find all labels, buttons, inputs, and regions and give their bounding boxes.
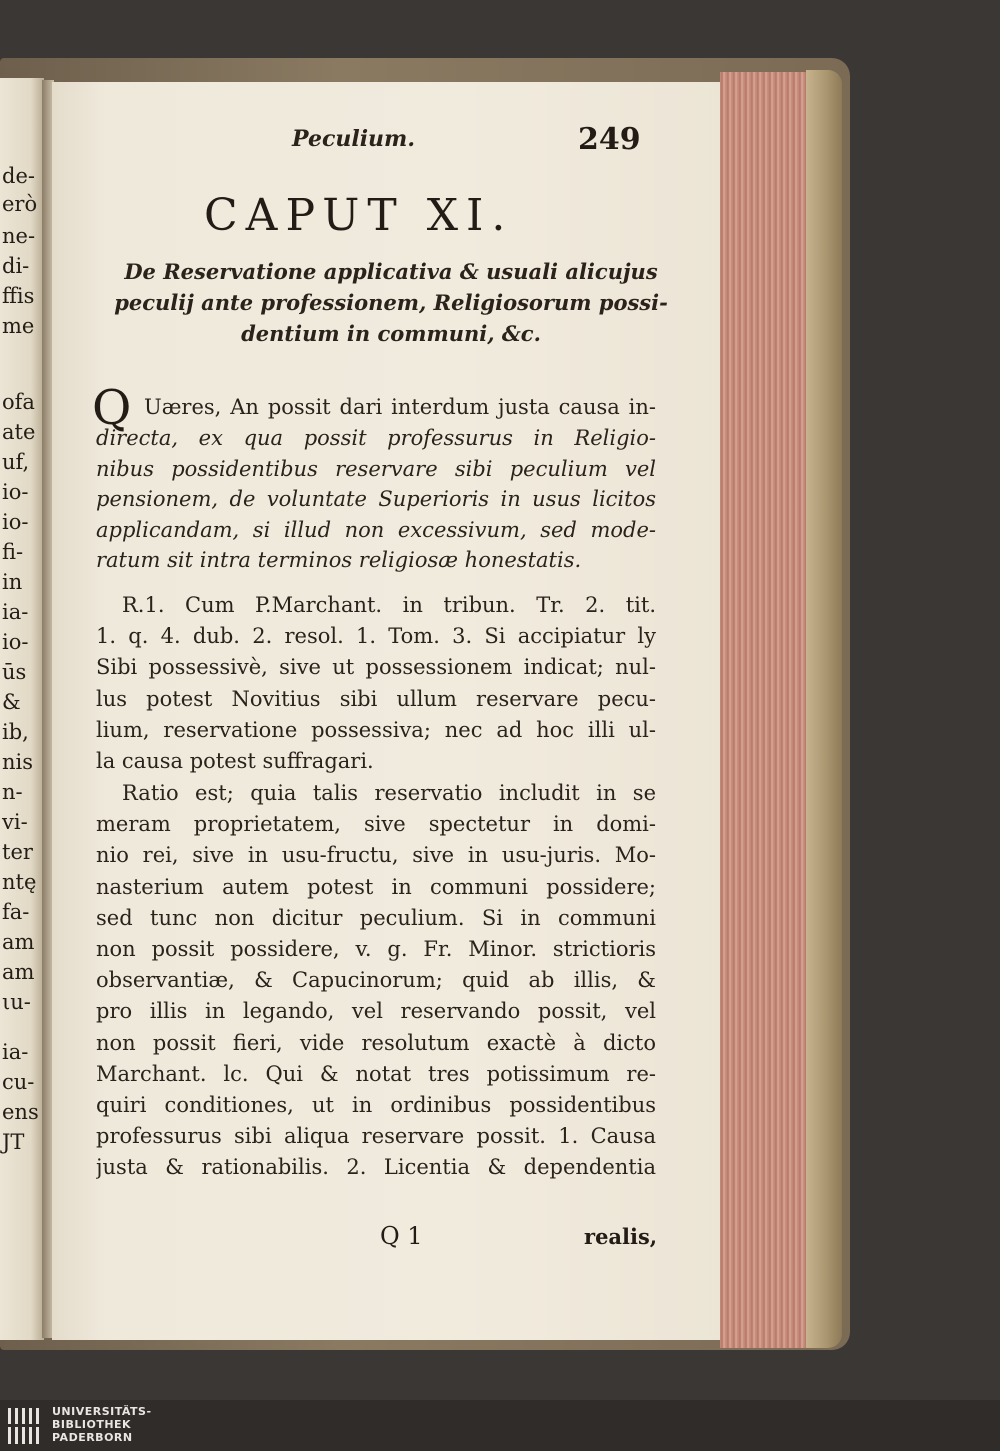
left-page-fragment: me bbox=[2, 314, 35, 338]
left-page-fragment: di- bbox=[2, 254, 30, 278]
left-page-fragment: in bbox=[2, 570, 23, 594]
question-text bbox=[96, 423, 656, 576]
left-page-fragment: vi- bbox=[2, 810, 28, 834]
left-page-fragment: ate bbox=[2, 420, 36, 444]
running-header bbox=[0, 122, 1000, 166]
ratio-paragraph bbox=[96, 778, 656, 1184]
text-line: la causa potest suffragari. bbox=[96, 749, 374, 774]
text-line: justa & rationabilis. 2. Licentia & dependentia bbox=[96, 1155, 656, 1180]
library-logo-icon bbox=[6, 1404, 44, 1448]
left-page-fragment: am bbox=[2, 930, 35, 954]
left-page-fragment: ffis bbox=[2, 284, 35, 308]
text-line: quiri conditiones, ut in ordinibus possidentibus bbox=[96, 1093, 656, 1118]
text-line: lium, reservatione possessiva; nec ad hoc illi ul- bbox=[96, 717, 656, 742]
left-page-fragment: erò bbox=[2, 192, 38, 216]
text-line: sed tunc non dicitur peculium. Si in communi bbox=[96, 905, 656, 930]
question-first-line: Uæres, An possit dari interdum justa causa in- bbox=[144, 395, 656, 419]
left-page-fragment: uf, bbox=[2, 450, 30, 474]
left-page-fragment: nis bbox=[2, 750, 34, 774]
text-line: lus potest Novitius sibi ullum reservare pecu- bbox=[96, 686, 656, 711]
left-page-fragment: ofa bbox=[2, 390, 35, 414]
library-name-line: BIBLIOTHEK bbox=[52, 1418, 132, 1431]
page-edges bbox=[720, 72, 814, 1348]
question-line: pensionem, de voluntate Superioris in usus licitos bbox=[96, 487, 656, 511]
text-line: professurus sibi aliqua reservare possit. 1. Causa bbox=[96, 1124, 656, 1149]
library-name-line: UNIVERSITÄTS- bbox=[52, 1405, 152, 1418]
text-line: nasterium autem potest in communi possidere; bbox=[96, 874, 656, 899]
text-line: R.1. Cum P.Marchant. in tribun. Tr. 2. tit. bbox=[122, 593, 656, 617]
text-line: meram proprietatem, sive spectetur in domi- bbox=[96, 812, 656, 837]
library-name-line: PADERBORN bbox=[52, 1431, 133, 1444]
question-line: ratum sit intra terminos religiosæ honestatis. bbox=[96, 548, 582, 572]
left-page-fragment: cu- bbox=[2, 1070, 35, 1094]
response-paragraph bbox=[96, 590, 656, 777]
left-page-fragment: fa- bbox=[2, 900, 30, 924]
text-line: pro illis in legando, vel reservando possit, vel bbox=[96, 999, 656, 1024]
library-footer-bar bbox=[0, 1400, 1000, 1451]
page-footer bbox=[0, 1222, 1000, 1262]
text-line: observantiæ, & Capucinorum; quid ab illis, & bbox=[96, 968, 656, 993]
library-name bbox=[52, 1405, 152, 1444]
text-line: Ratio est; quia talis reservatio includit in se bbox=[122, 781, 656, 805]
left-page-fragment: ntę bbox=[2, 870, 37, 894]
left-page-fragment: ia- bbox=[2, 1040, 29, 1064]
question-line: nibus possidentibus reservare sibi peculium vel bbox=[96, 456, 656, 481]
chapter-heading: CAPUT XI. bbox=[204, 190, 514, 241]
left-page-fragment: fi- bbox=[2, 540, 24, 564]
left-page-fragment: io- bbox=[2, 480, 29, 504]
left-page-fragment: de- bbox=[2, 164, 35, 188]
left-page-fragment: ne- bbox=[2, 224, 36, 248]
text-line: 1. q. 4. dub. 2. resol. 1. Tom. 3. Si accipiatur ly bbox=[96, 624, 656, 649]
left-page-edge bbox=[0, 78, 44, 1340]
left-page-fragment: io- bbox=[2, 510, 29, 534]
left-page-fragment: io- bbox=[2, 630, 29, 654]
running-title: Peculium. bbox=[292, 126, 415, 152]
catchword: realis, bbox=[584, 1224, 658, 1249]
chapter-subtitle bbox=[96, 256, 686, 349]
back-cover-edge bbox=[806, 70, 842, 1348]
subtitle-line: dentium in communi, &c. bbox=[241, 321, 541, 346]
text-line: nio rei, sive in usu-fructu, sive in usu-juris. Mo- bbox=[96, 843, 656, 868]
left-page-fragment: n- bbox=[2, 780, 23, 804]
left-page-fragment: ūs bbox=[2, 660, 27, 684]
left-page-fragment: ter bbox=[2, 840, 33, 864]
question-line: directa, ex qua possit professurus in Religio- bbox=[96, 426, 656, 450]
text-line: non possit possidere, v. g. Fr. Minor. strictioris bbox=[96, 937, 656, 962]
text-line: Marchant. lc. Qui & notat tres potissimum re- bbox=[96, 1061, 656, 1086]
left-page-fragment: JT bbox=[2, 1130, 25, 1154]
page-number: 249 bbox=[578, 122, 641, 157]
signature-mark: Q 1 bbox=[380, 1222, 423, 1250]
text-line: non possit fieri, vide resolutum exactè à dicto bbox=[96, 1030, 656, 1055]
question-line: applicandam, si illud non excessivum, sed mode- bbox=[96, 517, 656, 542]
subtitle-line: peculij ante professionem, Religiosorum possi- bbox=[114, 290, 668, 315]
left-page-fragment: ens bbox=[2, 1100, 39, 1124]
left-page-fragment: ib, bbox=[2, 720, 29, 744]
drop-cap: Q bbox=[92, 380, 132, 436]
left-page-fragment: am bbox=[2, 960, 35, 984]
left-page-fragment: ia- bbox=[2, 600, 29, 624]
left-page-fragment: ιu- bbox=[2, 990, 31, 1014]
left-page-fragment: & bbox=[2, 690, 21, 714]
text-line: Sibi possessivè, sive ut possessionem indicat; nul- bbox=[96, 655, 656, 680]
subtitle-line: De Reservatione applicativa & usuali alicujus bbox=[124, 259, 658, 284]
